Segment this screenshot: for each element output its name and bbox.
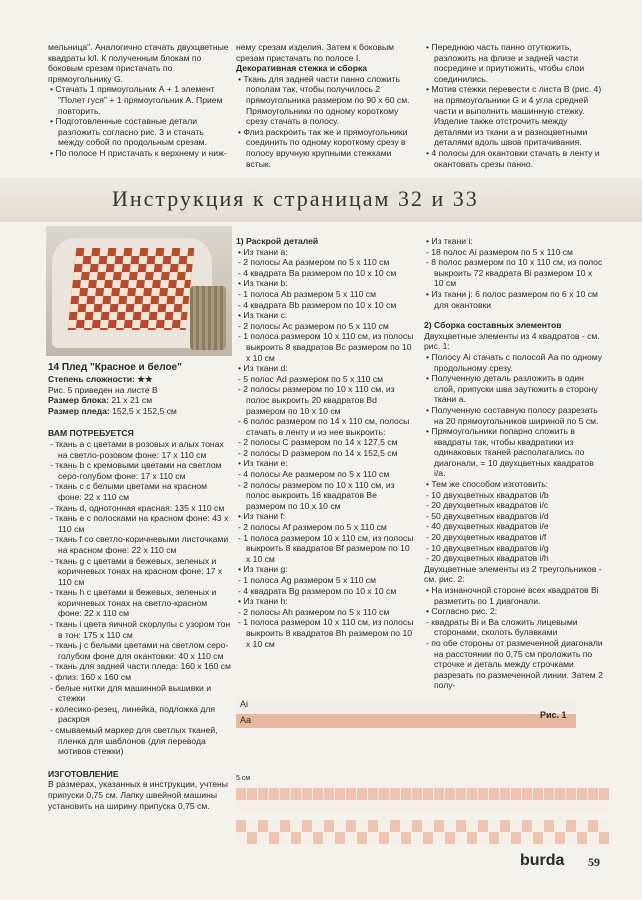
cutting-line: - 8 полос размером по 10 x 110 см, из полос выкроить 72 квадрата Bi размером 10 x 10 см xyxy=(426,257,603,289)
strip-cut-row-1 xyxy=(236,788,610,800)
cutting-line: • Из ткани d: xyxy=(238,363,288,374)
cutting-line: • Из ткани е: xyxy=(238,458,288,469)
material-item: - ткань g с цветами в бежевых, зеленых и коричневых тонах на красном фоне: 17 x 110 см xyxy=(50,555,223,587)
top-col1-p4: • По полосе Н пристачать к верхнему и ниж- xyxy=(50,147,227,158)
grid-cell xyxy=(379,800,390,812)
cutting-line: • Из ткани с: xyxy=(238,310,288,321)
grid-cell xyxy=(577,788,588,800)
grid-cell xyxy=(291,832,302,844)
grid-cell xyxy=(599,820,610,832)
block-size-value: 21 x 21 см xyxy=(111,395,153,406)
basket-shape xyxy=(190,286,226,350)
grid-cell xyxy=(588,820,599,832)
grid-cell xyxy=(467,800,478,812)
material-item: - ткань с с белыми цветами на красном фоне: 22 x 110 см xyxy=(50,481,208,502)
grid-cell xyxy=(500,788,511,800)
grid-cell xyxy=(522,800,533,812)
quilt-shape xyxy=(68,248,195,330)
grid-cell xyxy=(302,788,313,800)
grid-cell xyxy=(247,832,258,844)
cutting-line: - 2 полосы С размером по 14 x 127,5 см xyxy=(238,437,398,448)
grid-cell xyxy=(489,788,500,800)
grid-cell xyxy=(324,820,335,832)
grid-cell xyxy=(390,800,401,812)
grid-cell xyxy=(456,800,467,812)
grid-cell xyxy=(302,800,313,812)
page-title: Инструкция к страницам 32 и 33 xyxy=(112,186,479,211)
grid-cell xyxy=(258,820,269,832)
left-column xyxy=(48,362,232,811)
grid-cell xyxy=(280,788,291,800)
grid-cell xyxy=(489,832,500,844)
grid-cell xyxy=(302,832,313,844)
grid-cell xyxy=(577,800,588,812)
grid-cell xyxy=(500,820,511,832)
block-size-label: Размер блока: xyxy=(48,395,109,406)
plaid-photo xyxy=(46,226,232,356)
material-item: - ткань b с кремовыми цветами на светлом серо-голубом фоне: 17 x 110 см xyxy=(50,460,222,481)
material-item: - флиз: 160 x 160 см xyxy=(50,672,132,683)
cutting-line: - 1 полоса Ab размером 5 x 110 см xyxy=(238,288,377,299)
grid-cell xyxy=(445,788,456,800)
grid-cell xyxy=(390,832,401,844)
cutting-line: - 1 полоса размером 10 x 110 см, из полосы выкроить 8 квадратов Bh размером по 10 x 10 см xyxy=(238,617,414,649)
material-item: - колесико-резец, линейка, подложка для раскроя xyxy=(50,703,216,725)
grid-cell xyxy=(544,820,555,832)
grid-cell xyxy=(291,788,302,800)
grid-cell xyxy=(467,832,478,844)
grid-cell xyxy=(357,788,368,800)
grid-cell xyxy=(577,832,588,844)
assembly-line: - 10 двухцветных квадратов i/g xyxy=(426,542,549,553)
square-row-2 xyxy=(236,832,610,844)
grid-cell xyxy=(467,820,478,832)
grid-cell xyxy=(555,800,566,812)
grid-cell xyxy=(478,820,489,832)
grid-cell xyxy=(335,800,346,812)
materials-heading: ВАМ ПОТРЕБУЕТСЯ xyxy=(48,428,134,439)
cutting-line: - 4 квадрата Ва размером по 10 x 10 см xyxy=(238,267,397,278)
cutting-line: • Из ткани b: xyxy=(238,278,288,289)
material-item: - ткань для задней части пледа: 160 x 160 см xyxy=(50,661,231,672)
assembly-line: - 40 двухцветных квадратов i/e xyxy=(426,521,549,532)
cutting-line: - 6 полос размером по 14 x 110 см, полосы стачать в ленту и из нее выкроить: xyxy=(238,416,410,437)
page-number: 59 xyxy=(588,855,600,869)
grid-cell xyxy=(368,800,379,812)
grid-cell xyxy=(313,788,324,800)
grid-cell xyxy=(555,788,566,800)
grid-cell xyxy=(280,832,291,844)
square-row-1 xyxy=(236,820,610,832)
grid-cell xyxy=(236,820,247,832)
making-text: В размерах, указанных в инструкции, учтены припуски 0,75 см. Лапку швейной машины установить на ширину припуска 0,75 см. xyxy=(48,779,228,811)
grid-cell xyxy=(401,800,412,812)
grid-cell xyxy=(533,800,544,812)
grid-cell xyxy=(346,820,357,832)
grid-cell xyxy=(588,832,599,844)
grid-cell xyxy=(390,820,401,832)
grid-cell xyxy=(280,800,291,812)
material-item: - ткань а с цветами в розовых и алых тонах на светло-розовом фоне: 17 x 110 см xyxy=(50,438,224,460)
grid-cell xyxy=(412,788,423,800)
top-col3-p2: • Мотив стежки перевести с листа В (рис. 4) на прямоугольники G и 4 угла средней части и выполнить машинную стежку. Изделие также отстрочить между деталями из ткани а и разноцветными деталями вдоль швов притачивания. xyxy=(426,84,602,148)
cutting-line: - 2 полосы Ас размером по 5 x 110 см xyxy=(238,320,389,331)
grid-cell xyxy=(368,832,379,844)
materials-list xyxy=(48,439,232,757)
grid-cell xyxy=(401,832,412,844)
cutting-line: - 18 полос Ai размером по 5 x 110 см xyxy=(426,246,573,257)
grid-cell xyxy=(489,800,500,812)
cutting-line: - 2 полосы Ah размером по 5 x 110 см xyxy=(238,606,390,617)
assembly-line: • На изнаночной стороне всех квадратов Bi разметить по 1 диагонали. xyxy=(426,585,599,606)
cutting-line: - 1 полоса размером 10 x 110 см, из полосы выкроить 8 квадратов Bf размером по 10 x 10 см xyxy=(238,532,414,564)
grid-cell xyxy=(368,820,379,832)
grid-cell xyxy=(401,820,412,832)
grid-cell xyxy=(324,788,335,800)
assembly-heading: 2) Сборка составных элементов xyxy=(424,320,562,331)
material-item: - ткань d, однотонная красная: 135 x 110 см xyxy=(50,502,225,513)
cutting-line: • Из ткани h: xyxy=(238,596,288,607)
grid-cell xyxy=(599,788,610,800)
assembly-line: - 10 двухцветных квадратов i/b xyxy=(426,489,549,500)
assembly-line: - по обе стороны от размеченной диагонали на расстоянии по 0,75 см проложить по строчке и деталь между строчками разрезать по размеченной линии. Затем 2 полу- xyxy=(426,637,603,691)
top-col2-intro: нему срезам изделия. Затем к боковым срезам пристачать по полосе I. xyxy=(236,42,395,63)
assembly-line: - квадраты Bi и Ва сложить лицевыми сторонами, сколоть булавками xyxy=(426,616,578,638)
grid-cell xyxy=(335,832,346,844)
top-column-1 xyxy=(48,42,230,159)
top-col3-p1: • Переднюю часть панно отутюжить, разложить на флизе и задней части посредине и приутюжить, чтобы слои соединились. xyxy=(426,42,585,84)
pattern-note: Рис. 5 приведен на листе В xyxy=(48,384,158,395)
grid-cell xyxy=(511,788,522,800)
grid-cell xyxy=(236,800,247,812)
cutting-line: - 2 полосы Af размером по 5 x 110 см xyxy=(238,522,387,533)
assembly-line: Двухцветные элементы из 2 треугольников - см. рис. 2: xyxy=(424,563,602,585)
figure-label: Рис. 1 xyxy=(540,710,567,720)
assembly-line: - 50 двухцветных квадратов i/d xyxy=(426,510,549,521)
grid-cell xyxy=(302,820,313,832)
grid-cell xyxy=(577,820,588,832)
grid-cell xyxy=(445,820,456,832)
grid-cell xyxy=(511,820,522,832)
grid-cell xyxy=(522,788,533,800)
grid-cell xyxy=(423,820,434,832)
grid-cell xyxy=(478,832,489,844)
grid-cell xyxy=(445,832,456,844)
cutting-line: - 2 полосы размером по 10 x 110 см, из полос выкроить 16 квадратов Ве размером по 10 x 10 см xyxy=(238,479,395,511)
grid-cell xyxy=(247,800,258,812)
grid-cell xyxy=(313,800,324,812)
material-item: - ткань f со светло-коричневыми листочками на красном фоне: 22 x 110 см xyxy=(50,534,229,555)
cutting-line: - 5 полос Ad размером по 5 x 110 см xyxy=(238,373,384,384)
grid-cell xyxy=(269,800,280,812)
burda-logo: burda xyxy=(520,852,565,869)
difficulty-label: Степень сложности: xyxy=(48,374,135,384)
cutting-line: - 4 квадрата Bg размером по 10 x 10 см xyxy=(238,585,397,596)
cutting-heading: 1) Раскрой деталей xyxy=(236,236,319,246)
grid-cell xyxy=(346,800,357,812)
grid-cell xyxy=(346,788,357,800)
grid-cell xyxy=(291,820,302,832)
grid-cell xyxy=(599,800,610,812)
cutting-line: - 1 полоса размером 10 x 110 см, из полосы выкроить 8 квадратов Вс размером по 10 x 10 см xyxy=(238,331,414,363)
grid-cell xyxy=(478,800,489,812)
grid-cell xyxy=(390,788,401,800)
grid-cell xyxy=(544,788,555,800)
assembly-line: - 20 двухцветных квадратов i/h xyxy=(426,553,549,564)
grid-cell xyxy=(258,800,269,812)
grid-cell xyxy=(236,832,247,844)
grid-cell xyxy=(280,820,291,832)
cutting-line: • Из ткани а: xyxy=(238,246,288,257)
grid-cell xyxy=(291,800,302,812)
grid-cell xyxy=(423,788,434,800)
grid-cell xyxy=(489,820,500,832)
grid-cell xyxy=(544,800,555,812)
grid-cell xyxy=(522,832,533,844)
plaid-size-value: 152,5 x 152,5 см xyxy=(112,405,177,416)
scale-label: 5 см xyxy=(236,775,251,782)
strip-aa-label: Aa xyxy=(240,715,252,725)
cutting-line: • Из ткани j: 6 полос размером по 6 x 10 см для окантовки xyxy=(426,288,598,310)
grid-cell xyxy=(412,832,423,844)
grid-cell xyxy=(467,788,478,800)
grid-cell xyxy=(324,832,335,844)
grid-cell xyxy=(335,820,346,832)
grid-cell xyxy=(313,820,324,832)
grid-cell xyxy=(357,800,368,812)
grid-cell xyxy=(566,788,577,800)
grid-cell xyxy=(357,820,368,832)
material-item: - ткань i цвета яичной скорлупы с узором тон в тон: 175 x 110 см xyxy=(50,619,231,640)
assembly-column xyxy=(424,236,604,691)
grid-cell xyxy=(445,800,456,812)
top-col2-p2: • Флиз раскроить так же и прямоугольники соединить по одному короткому срезу в полосу вручную крупными стежками встык. xyxy=(238,126,408,169)
cutting-line: - 1 полоса Ag размером 5 x 110 см xyxy=(238,575,377,585)
grid-cell xyxy=(247,788,258,800)
grid-cell xyxy=(346,832,357,844)
cutting-line: - 2 полосы Аа размером по 5 x 110 см xyxy=(238,257,390,268)
material-item: - белые нитки для машинной вышивки и стежки xyxy=(50,682,212,704)
grid-cell xyxy=(588,800,599,812)
material-item: - смываемый маркер для светлых тканей, пленка для шаблонов (для перевода мотивов стежки) xyxy=(50,725,218,757)
strip-aa xyxy=(236,714,576,728)
grid-cell xyxy=(379,832,390,844)
material-item: - ткань е с полосками на красном фоне: 43 x 110 см xyxy=(50,513,229,534)
grid-cell xyxy=(379,788,390,800)
cutting-line: - 4 полосы Ае размером по 5 x 110 см xyxy=(238,469,390,480)
grid-cell xyxy=(379,820,390,832)
grid-cell xyxy=(511,800,522,812)
grid-cell xyxy=(522,820,533,832)
grid-cell xyxy=(247,820,258,832)
grid-cell xyxy=(236,788,247,800)
grid-cell xyxy=(588,788,599,800)
material-item: - ткань j с белыми цветами на светлом серо-голубом фоне для окантовки: 40 x 110 см xyxy=(50,640,229,661)
grid-cell xyxy=(533,832,544,844)
assembly-line: • Прямоугольники попарно сложить в квадраты так, чтобы квадратики из одинаковых тканей располагались по диагонали, = 10 двухцветных квадратов i/a. xyxy=(426,426,594,479)
grid-cell xyxy=(500,800,511,812)
assembly-line: • Полученную деталь разложить в один слой, припуски шва заутюжить в сторону ткани а. xyxy=(426,373,598,405)
top-column-3 xyxy=(424,42,604,169)
assembly-line: • Полученную составную полосу разрезать на 20 прямоугольников шириной по 5 см. xyxy=(426,404,599,426)
grid-cell xyxy=(555,820,566,832)
grid-cell xyxy=(258,788,269,800)
grid-cell xyxy=(269,788,280,800)
grid-cell xyxy=(324,800,335,812)
top-col2-p1: • Ткань для задней части панно сложить пополам так, чтобы получилось 2 прямоугольника размером по 90 x 60 см. Прямоугольники по одному короткому срезу стачать в полосу. xyxy=(238,73,410,127)
grid-cell xyxy=(412,820,423,832)
cutting-line: - 4 квадрата Bb размером по 10 x 10 см xyxy=(238,299,397,310)
assembly-line: • Согласно рис. 2: xyxy=(426,606,498,617)
cutting-line: - 2 полосы D размером по 14 x 152,5 см xyxy=(238,447,398,458)
grid-cell xyxy=(478,788,489,800)
making-heading: ИЗГОТОВЛЕНИЕ xyxy=(48,768,119,779)
material-item: - ткань h с цветами в бежевых, зеленых и коричневых тонах на светло-красном фоне: 22 x 110 см xyxy=(50,587,217,619)
cutting-line: • Из ткани g: xyxy=(238,564,288,575)
grid-cell xyxy=(434,820,445,832)
grid-cell xyxy=(258,832,269,844)
grid-cell xyxy=(412,800,423,812)
assembly-line: • Полосу Ai стачать с полосой Аа по одному продольному срезу. xyxy=(426,351,603,373)
grid-cell xyxy=(335,788,346,800)
grid-cell xyxy=(511,832,522,844)
grid-cell xyxy=(434,800,445,812)
grid-cell xyxy=(357,832,368,844)
top-col3-p3: • 4 полосы для окантовки стачать в ленту и окантовать срезы панно. xyxy=(426,147,600,169)
top-col1-p3: • Подготовленные составные детали разложить согласно рис. 3 и стачать между собой по продольным срезам. xyxy=(50,116,207,148)
grid-cell xyxy=(555,832,566,844)
strip-cut-row-2 xyxy=(236,800,610,812)
cutting-line: • Из ткани i: xyxy=(426,236,473,246)
top-col2-heading: Декоративная стежка и сборка xyxy=(236,63,368,74)
cutting-column xyxy=(236,236,416,649)
assembly-line: Двухцветные элементы из 4 квадратов - см. рис. 1: xyxy=(424,330,600,352)
cutting-line: - 2 полосы размером по 10 x 110 см, из полос выкроить 20 квадратов Bd размером по 10 x 10 см xyxy=(238,384,395,416)
assembly-line: - 20 двухцветных квадратов i/f xyxy=(426,532,547,543)
grid-cell xyxy=(269,820,280,832)
grid-cell xyxy=(434,788,445,800)
top-col1-p2: • Стачать 1 прямоугольник А + 1 элемент "Полет гуся" + 1 прямоугольник А. Прием повторить. xyxy=(50,84,223,116)
grid-cell xyxy=(423,800,434,812)
grid-cell xyxy=(500,832,511,844)
cutting-line: • Из ткани f: xyxy=(238,511,286,522)
grid-cell xyxy=(313,832,324,844)
grid-cell xyxy=(456,820,467,832)
grid-cell xyxy=(456,788,467,800)
grid-cell xyxy=(423,832,434,844)
grid-cell xyxy=(401,788,412,800)
difficulty-stars: ★★ xyxy=(137,374,153,384)
plaid-size-label: Размер пледа: xyxy=(48,405,110,416)
strip-ai xyxy=(236,698,576,712)
assembly-line: - 20 двухцветных квадратов i/c xyxy=(426,500,549,511)
top-column-2 xyxy=(236,42,418,169)
grid-cell xyxy=(533,820,544,832)
grid-cell xyxy=(544,832,555,844)
grid-cell xyxy=(533,788,544,800)
grid-cell xyxy=(566,800,577,812)
grid-cell xyxy=(434,832,445,844)
grid-cell xyxy=(456,832,467,844)
item-title: 14 Плед "Красное и белое" xyxy=(48,362,182,373)
grid-cell xyxy=(368,788,379,800)
grid-cell xyxy=(599,832,610,844)
top-col1-p1: мельница". Аналогично стачать двухцветные квадраты k/l. К полученным блокам по боковым срезам пристачать по прямоугольнику G. xyxy=(48,42,229,84)
grid-cell xyxy=(269,832,280,844)
grid-cell xyxy=(566,832,577,844)
strip-ai-label: Ai xyxy=(240,699,249,709)
assembly-line: • Тем же способом изготовить: xyxy=(426,479,549,490)
grid-cell xyxy=(566,820,577,832)
